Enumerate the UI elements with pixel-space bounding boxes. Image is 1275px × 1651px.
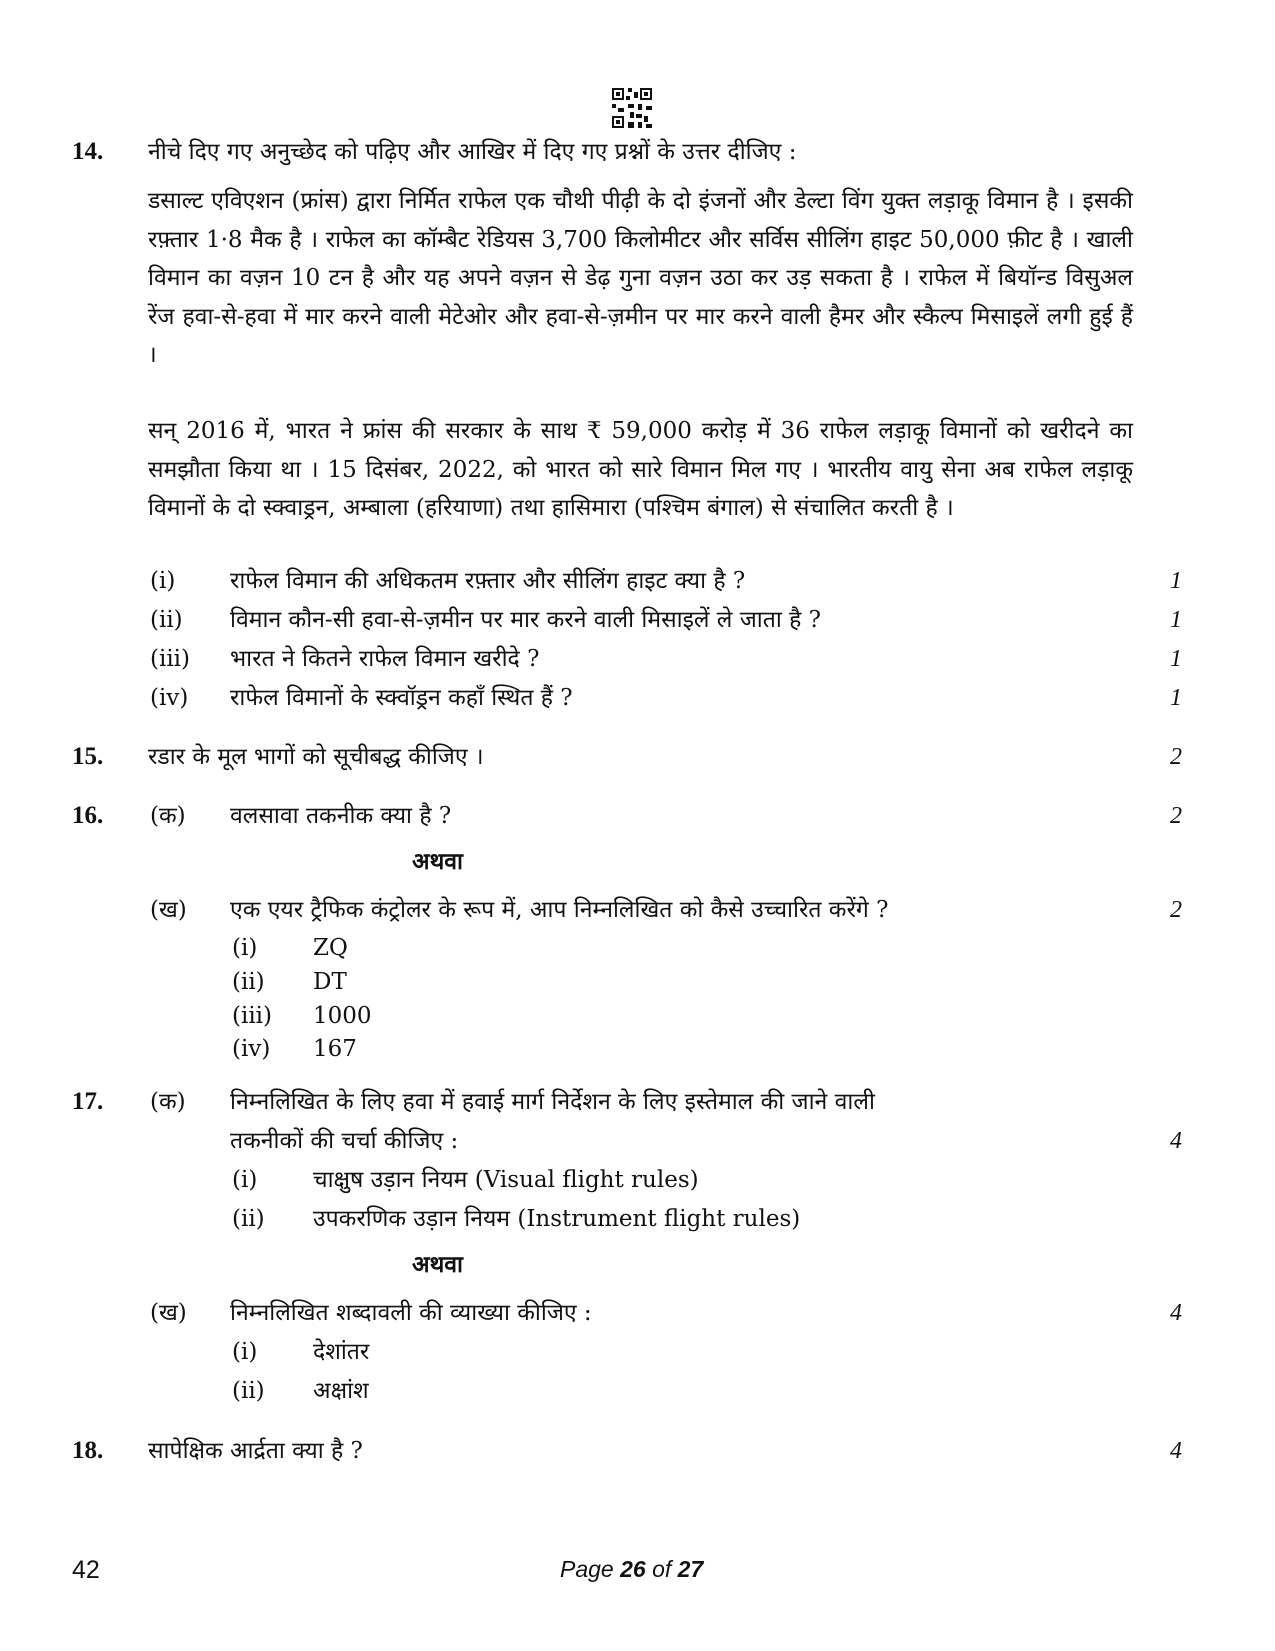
q17-item-text: अक्षांश: [313, 1378, 369, 1404]
q16-item-label: (iii): [232, 1003, 273, 1029]
q16-item-text: 1000: [313, 1003, 372, 1029]
q14-sub-question: राफेल विमानों के स्क्वॉड्रन कहाँ स्थित हैं ?: [230, 685, 573, 711]
page-of: of: [645, 1556, 678, 1582]
q14-sub-marks: 1: [1170, 568, 1182, 594]
q17-item-text: चाक्षुष उड़ान नियम (Visual flight rules): [313, 1167, 699, 1193]
q17-option-a-text-line-1: निम्नलिखित के लिए हवा में हवाई मार्ग निर्देशन के लिए इस्तेमाल की जाने वाली: [230, 1089, 875, 1115]
page-number: [560, 1556, 703, 1583]
q16-option-a-text: वलसावा तकनीक क्या है ?: [230, 803, 452, 829]
q14-sub-label: (ii): [150, 607, 183, 633]
q17-option-b-text: निम्नलिखित शब्दावली की व्याख्या कीजिए :: [230, 1300, 592, 1326]
q16-item-text: 167: [313, 1036, 357, 1062]
q17-option-b-marks: 4: [1170, 1300, 1182, 1326]
q14-sub-question: विमान कौन-सी हवा-से-ज़मीन पर मार करने वाली मिसाइलें ले जाता है ?: [230, 607, 821, 633]
question-number-17: 17.: [72, 1088, 104, 1115]
q14-instruction: नीचे दिए गए अनुच्छेद को पढ़िए और आखिर में दिए गए प्रश्नों के उत्तर दीजिए :: [148, 139, 797, 165]
q14-sub-label: (i): [150, 568, 176, 594]
q17-item-label: (i): [232, 1167, 258, 1193]
question-number-15: 15.: [72, 743, 104, 770]
q16-or-label: अथवा: [412, 848, 464, 875]
question-number-18: 18.: [72, 1437, 104, 1464]
q16-item-text: ZQ: [313, 935, 348, 961]
page-prefix: Page: [560, 1556, 621, 1582]
q17-option-a-label: (क): [150, 1089, 186, 1115]
q16-option-b-label: (ख): [150, 897, 187, 923]
q14-sub-question: राफेल विमान की अधिकतम रफ़्तार और सीलिंग हाइट क्या है ?: [230, 568, 746, 594]
q17-item-text: देशांतर: [313, 1339, 370, 1365]
q16-option-b-marks: 2: [1170, 897, 1182, 923]
question-number-16: 16.: [72, 802, 104, 829]
q16-item-text: DT: [313, 969, 347, 995]
q15-marks: 2: [1170, 744, 1182, 770]
q14-sub-label: (iv): [150, 685, 189, 711]
q16-item-label: (iv): [232, 1036, 271, 1062]
page-total: 27: [677, 1556, 704, 1582]
q16-option-a-marks: 2: [1170, 803, 1182, 829]
q17-item-label: (i): [232, 1339, 258, 1365]
q18-text: सापेक्षिक आर्द्रता क्या है ?: [148, 1438, 363, 1464]
q16-item-label: (i): [232, 935, 258, 961]
q17-item-text: उपकरणिक उड़ान नियम (Instrument flight rules): [313, 1206, 801, 1232]
q16-item-label: (ii): [232, 969, 265, 995]
q17-item-label: (ii): [232, 1378, 265, 1404]
q14-passage-paragraph-2: सन् 2016 में, भारत ने फ्रांस की सरकार के साथ ₹ 59,000 करोड़ में 36 राफेल लड़ाकू विमानों को खरीदने का समझौता किया था । 15 दिसंबर, 2022, को भारत को सारे विमान मिल गए । भारतीय वायु सेना अब राफेल लड़ाकू विमानों के दो स्क्वाड्रन, अम्बाला (हरियाणा) तथा हासिमारा (पश्चिम बंगाल) से संचालित करती है ।: [148, 418, 1133, 521]
q15-text: रडार के मूल भागों को सूचीबद्ध कीजिए ।: [148, 744, 484, 770]
paper-code: 42: [72, 1556, 100, 1584]
q17-option-a-marks: 4: [1170, 1128, 1182, 1154]
q18-marks: 4: [1170, 1438, 1182, 1464]
q17-option-a-text-line-2: तकनीकों की चर्चा कीजिए :: [230, 1128, 459, 1154]
q14-sub-marks: 1: [1170, 685, 1182, 711]
q14-passage-paragraph-1: डसाल्ट एविएशन (फ्रांस) द्वारा निर्मित राफेल एक चौथी पीढ़ी के दो इंजनों और डेल्टा विंग युक्त लड़ाकू विमान है । इसकी रफ़्तार 1·8 मैक है । राफेल का कॉम्बैट रेडियस 3,700 किलोमीटर और सर्विस सीलिंग हाइट 50,000 फ़ीट है । खाली विमान का वज़न 10 टन है और यह अपने वज़न से डेढ़ गुना वज़न उठा कर उड़ सकता है । राफेल में बियॉन्ड विसुअल रेंज हवा-से-हवा में मार करने वाली मेटेओर और हवा-से-ज़मीन पर मार करने वाली हैमर और स्कैल्प मिसाइलें लगी हुई हैं ।: [148, 188, 1133, 368]
q17-option-b-label: (ख): [150, 1300, 187, 1326]
q17-or-label: अथवा: [412, 1251, 464, 1278]
q16-option-a-label: (क): [150, 803, 186, 829]
q17-item-label: (ii): [232, 1206, 265, 1232]
qr-code-icon: [612, 88, 652, 128]
q14-sub-label: (iii): [150, 646, 191, 672]
q14-sub-question: भारत ने कितने राफेल विमान खरीदे ?: [230, 646, 540, 672]
page-current: 26: [620, 1556, 646, 1582]
question-number-14: 14.: [72, 138, 104, 165]
q14-sub-marks: 1: [1170, 646, 1182, 672]
q16-option-b-text: एक एयर ट्रैफिक कंट्रोलर के रूप में, आप निम्नलिखित को कैसे उच्चारित करेंगे ?: [230, 897, 889, 923]
q14-sub-marks: 1: [1170, 607, 1182, 633]
